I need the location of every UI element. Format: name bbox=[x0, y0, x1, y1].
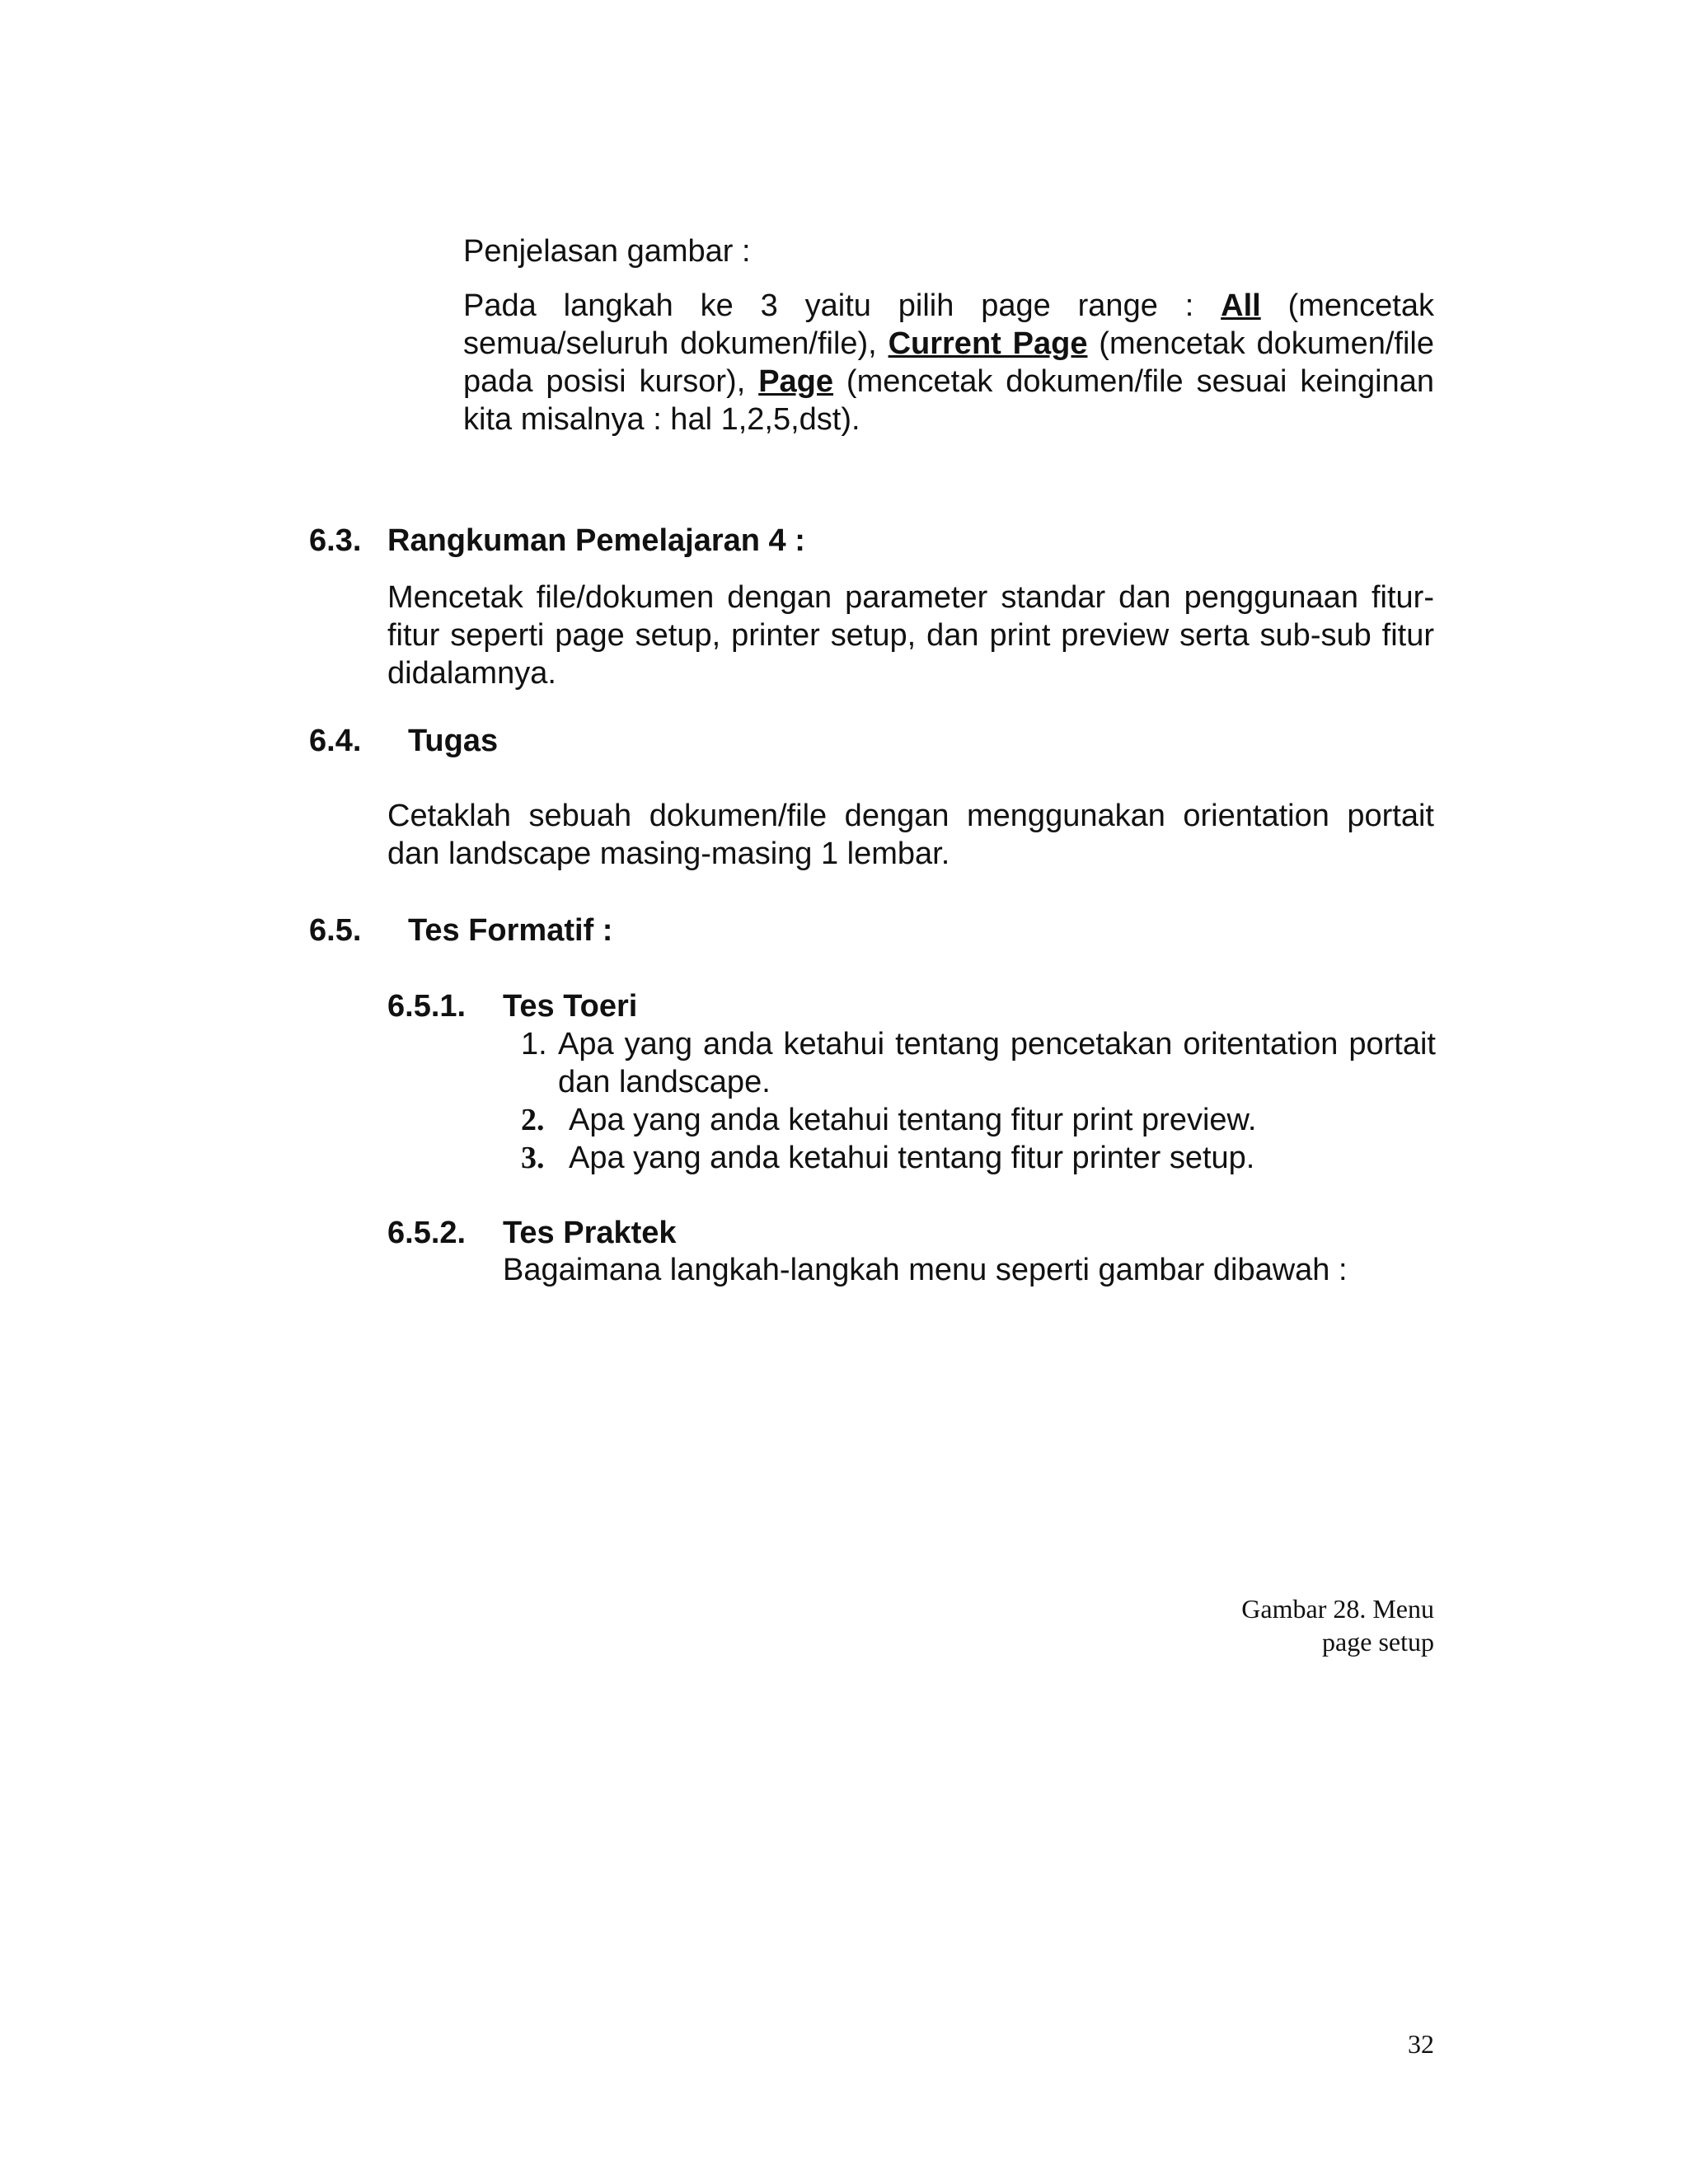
section-64-body: Cetaklah sebuah dokumen/file dengan menggunakan orientation portait dan landscape masing-masing 1 lembar. bbox=[387, 799, 1434, 871]
penjelasan-paragraph bbox=[463, 287, 1434, 438]
section-65-number: 6.5. bbox=[309, 913, 362, 948]
section-64-number: 6.4. bbox=[309, 724, 362, 758]
section-63-title: Rangkuman Pemelajaran 4 : bbox=[387, 523, 805, 558]
figure-caption-line-1: Gambar 28. Menu bbox=[1241, 1594, 1434, 1624]
penjelasan-text-3: (mencetak dokumen/file pada posisi kursor), bbox=[463, 326, 1434, 399]
list-item-number: 3. bbox=[521, 1141, 545, 1175]
section-64-heading bbox=[309, 722, 1463, 760]
section-651-title: Tes Toeri bbox=[503, 989, 638, 1024]
section-652-heading bbox=[387, 1214, 1459, 1252]
page-range-all: All bbox=[1221, 288, 1261, 323]
list-item-text: Apa yang anda ketahui tentang pencetakan oritentation portait dan landscape. bbox=[558, 1027, 1436, 1099]
penjelasan-label: Penjelasan gambar : bbox=[463, 234, 751, 269]
penjelasan-text-1: Pada langkah ke 3 yaitu pilih page range : bbox=[463, 288, 1194, 323]
figure-caption-line-2: page setup bbox=[1322, 1627, 1434, 1657]
list-item bbox=[521, 1025, 1436, 1101]
list-item bbox=[521, 1101, 1436, 1139]
section-64-title: Tugas bbox=[408, 724, 499, 758]
section-652-title: Tes Praktek bbox=[503, 1216, 677, 1250]
section-63-number: 6.3. bbox=[309, 523, 362, 558]
section-63-body: Mencetak file/dokumen dengan parameter standar dan penggunaan fitur-fitur seperti page setup, printer setup, dan print preview serta sub-sub fitur didalamnya. bbox=[387, 580, 1434, 691]
list-item-text: Apa yang anda ketahui tentang fitur printer setup. bbox=[569, 1141, 1255, 1175]
section-652-number: 6.5.2. bbox=[387, 1216, 467, 1250]
tes-teori-list bbox=[521, 1025, 1436, 1182]
list-item-text: Apa yang anda ketahui tentang fitur print preview. bbox=[569, 1103, 1257, 1137]
section-65-title: Tes Formatif : bbox=[408, 913, 613, 948]
section-65-heading bbox=[309, 912, 1463, 949]
list-item-number: 1. bbox=[521, 1027, 547, 1062]
page-range-current-page: Current Page bbox=[888, 326, 1088, 361]
page-number: 32 bbox=[1408, 2029, 1434, 2059]
section-652-body: Bagaimana langkah-langkah menu seperti gambar dibawah : bbox=[503, 1253, 1348, 1287]
section-651-number: 6.5.1. bbox=[387, 989, 467, 1024]
penjelasan-text-2: (mencetak semua/seluruh dokumen/file), bbox=[463, 288, 1434, 361]
section-63-heading bbox=[309, 522, 1463, 560]
section-651-heading bbox=[387, 987, 1459, 1025]
penjelasan-text-4: (mencetak dokumen/file sesuai keinginan kita misalnya : hal 1,2,5,dst). bbox=[463, 364, 1435, 437]
list-item-number: 2. bbox=[521, 1103, 545, 1137]
figure-caption bbox=[1071, 1592, 1434, 1658]
list-item bbox=[521, 1139, 1436, 1177]
page-range-page: Page bbox=[758, 364, 834, 399]
